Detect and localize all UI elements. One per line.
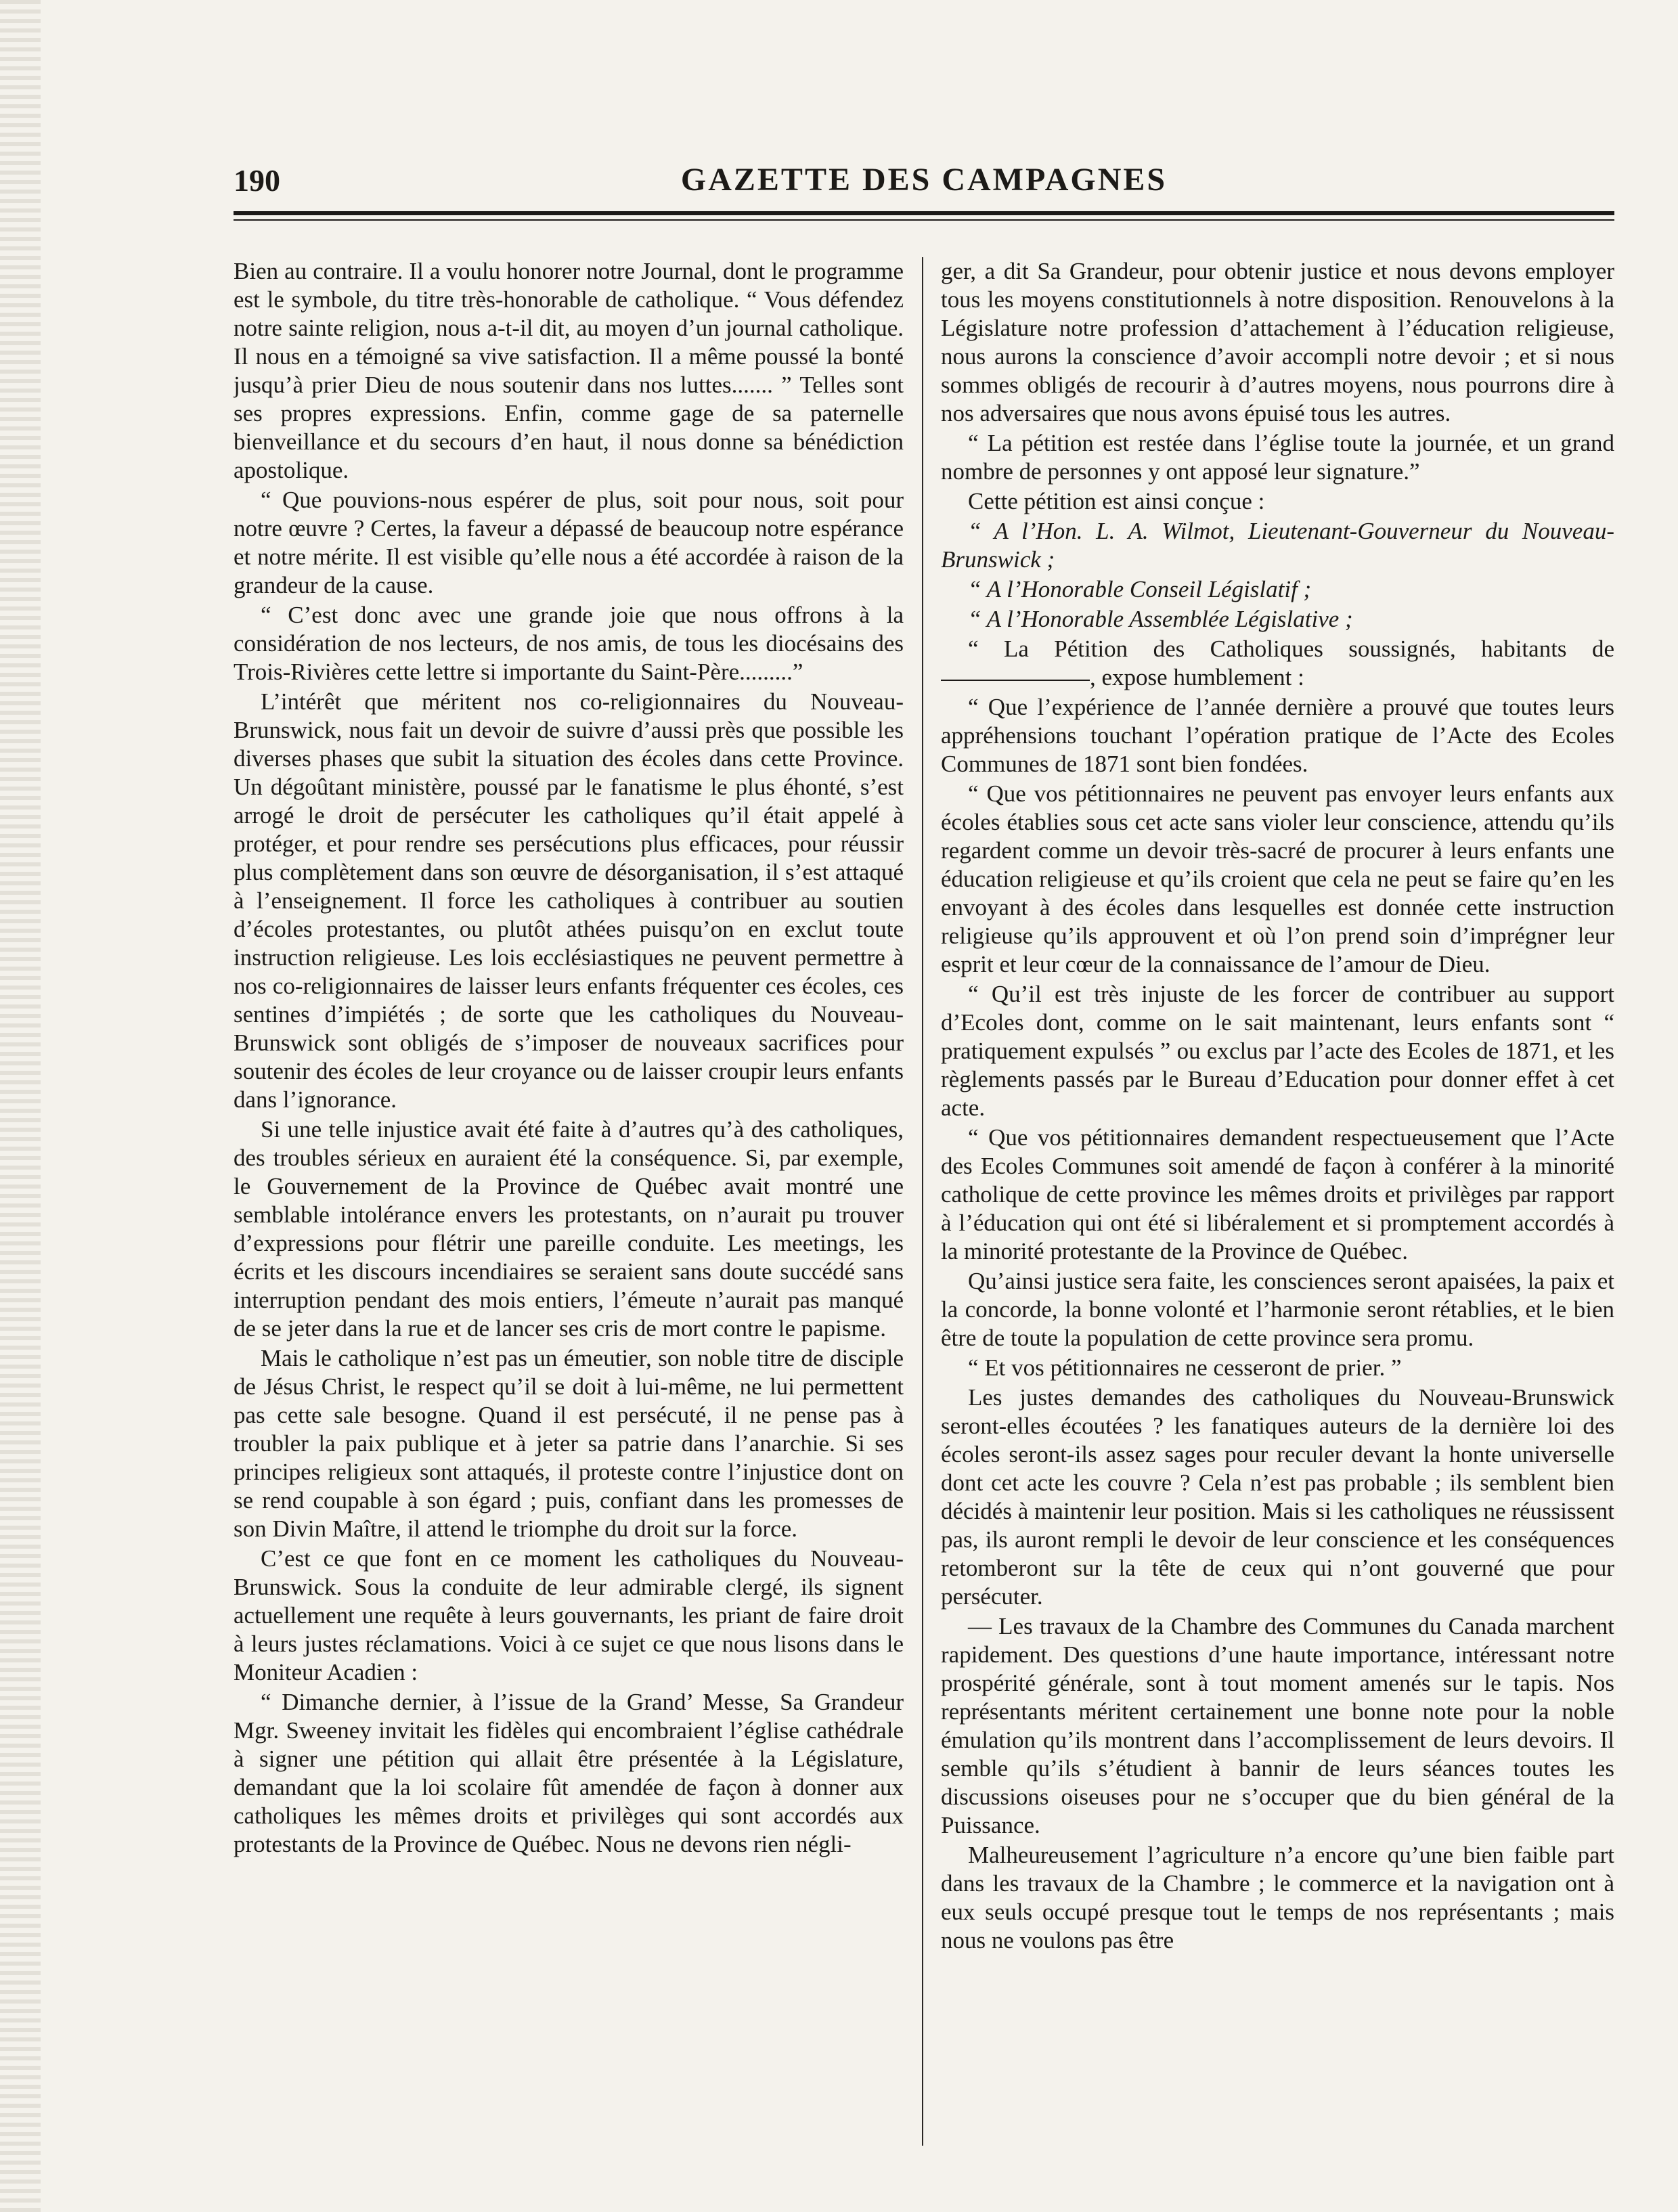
- paragraph: Cette pétition est ainsi conçue :: [968, 488, 1265, 514]
- running-title: GAZETTE DES CAMPAGNES: [680, 162, 1168, 198]
- paragraph: “ C’est donc avec une grande joie que nous offrons à la considération de nos lecteurs, de nos amis, de tous les diocésains des Trois-Rivières cette lettre si importante du Saint-Père.........”: [234, 602, 904, 685]
- paragraph: — Les travaux de la Chambre des Communes du Canada marchent rapidement. Des questions d’une haute importance, intéressant notre prospérité générale, sont à tout moment amenés sur le tapis. Nos représentants méritent certainement une bonne note pour la noble émulation qu’ils montrent dans l’accomplissement de leurs devoirs. Il semble qu’ils s’étudient à bannir de leurs séances toutes les discussions oiseuses pour ne s’occuper que du bien général de la Puissance.: [941, 1613, 1614, 1838]
- petition-address: “ A l’Hon. L. A. Wilmot, Lieutenant-Gouverneur du Nouveau-Brunswick ;: [941, 518, 1614, 573]
- paragraph: C’est ce que font en ce moment les catholiques du Nouveau-Brunswick. Sous la conduite de leur admirable clergé, ils signent actuellement une requête à leurs gouvernants, les priant de faire droit à leurs justes réclamations. Voici à ce sujet ce que nous lisons dans le Moniteur Acadien :: [234, 1545, 904, 1685]
- paragraph: “ Et vos pétitionnaires ne cesseront de prier. ”: [968, 1354, 1402, 1381]
- paragraph: ger, a dit Sa Grandeur, pour obtenir justice et nous devons employer tous les moyens constitutionnels à notre disposition. Renouvelons à la Législature notre profession d’attachement à l’éducation religieuse, nous aurons la conscience d’avoir accompli notre devoir ; et si nous sommes obligés de recourir à d’autres moyens, nous pourrons dire à nos adversaires que nous avons épuisé tous les autres.: [941, 258, 1614, 426]
- header-rule-thin: [234, 219, 1614, 221]
- right-column: [941, 257, 1614, 2146]
- paragraph: Bien au contraire. Il a voulu honorer notre Journal, dont le programme est le symbole, du titre très-honorable de catholique. “ Vous défendez notre sainte religion, nous a-t-il dit, au moyen d’un journal catholique. Il nous en a témoigné sa vive satisfaction. Il a même poussé la bonté jusqu’à prier Dieu de nous soutenir dans nos luttes....... ” Telles sont ses propres expressions. Enfin, comme gage de sa paternelle bienveillance et du secours d’en haut, il nous donne sa bénédiction apostolique.: [234, 258, 904, 483]
- paragraph: “ Que pouvions-nous espérer de plus, soit pour nous, soit pour notre œuvre ? Certes, la faveur a dépassé de beaucoup notre espérance et notre mérite. Il est visible qu’elle nous a été accordée à raison de la grandeur de la cause.: [234, 487, 904, 598]
- paragraph: “ Dimanche dernier, à l’issue de la Grand’ Messe, Sa Grandeur Mgr. Sweeney invitait les fidèles qui encombraient l’église cathédrale à signer une pétition qui allait être présentée à la Législature, demandant que la loi scolaire fût amendée de façon à donner aux catholiques les mêmes droits et privilèges qui sont accordés aux protestants de la Province de Québec. Nous ne devons rien négli-: [234, 1689, 904, 1857]
- petition-address: “ A l’Honorable Conseil Législatif ;: [968, 576, 1312, 602]
- paragraph: Si une telle injustice avait été faite à d’autres qu’à des catholiques, des troubles sérieux en auraient été la conséquence. Si, par exemple, le Gouvernement de la Province de Québec avait montré une semblable intolérance envers les protestants, on n’aurait pu trouver d’expressions pour flétrir une pareille conduite. Les meetings, les écrits et les discours incendiaires se seraient sans doute succédé sans interruption pendant des mois entiers, l’émeute n’aurait pas manqué de se jeter dans la rue et de lancer ses cris de mort contre le papisme.: [234, 1116, 904, 1342]
- header-rule-thick: [234, 211, 1614, 215]
- paragraph: Mais le catholique n’est pas un émeutier, son noble titre de disciple de Jésus Christ, le respect qu’il se doit à lui-même, ne lui permettent pas cette sale besogne. Quand il est persécuté, il ne pense pas à troubler la paix publique et à jeter sa patrie dans l’anarchie. Si ses principes religieux sont attaqués, il proteste contre l’injustice dont on se rend coupable à son égard ; puis, confiant dans les promesses de son Divin Maître, il attend le triomphe du droit sur la force.: [234, 1345, 904, 1542]
- paragraph: “ Que vos pétitionnaires ne peuvent pas envoyer leurs enfants aux écoles établies sous cet acte sans violer leur conscience, attendu qu’ils regardent comme un devoir très-sacré de procurer à leurs enfants une éducation religieuse et qu’ils croient que cela ne peut se faire qu’en les envoyant à des écoles dans lesquelles est donnée cette instruction religieuse qu’ils approuvent et où l’on prend soin d’imprégner leur esprit et leur cœur de la connaissance de l’amour de Dieu.: [941, 780, 1614, 977]
- paragraph: Les justes demandes des catholiques du Nouveau-Brunswick seront-elles écoutées ? les fanatiques auteurs de la dernière loi des écoles seront-ils assez sages pour reculer devant la honte universelle dont cet acte les couvre ? Cela n’est pas probable ; ils semblent bien décidés à maintenir leur position. Mais si les catholiques ne réussissent pas, ils auront rempli le devoir de leur conscience et les conséquences retomberont sur la tête de ceux qui n’ont gouverné que pour persécuter.: [941, 1384, 1614, 1610]
- blank-fill-line: [941, 680, 1090, 681]
- paragraph: L’intérêt que méritent nos co-religionnaires du Nouveau-Brunswick, nous fait un devoir de suivre d’aussi près que possible les diverses phases que subit la situation des écoles dans cette Province. Un dégoûtant ministère, poussé par le fanatisme le plus éhonté, s’est arrogé le droit de persécuter les catholiques qu’il était appelé à protéger, et pour rendre ses persécutions plus efficaces, pour réussir plus complètement dans son œuvre de désorganisation, il s’est attaqué à l’enseignement. Il force les catholiques à contribuer au soutien d’écoles protestantes, ou plutôt athées puisqu’on en exclut toute instruction religieuse. Les lois ecclésiastiques ne peuvent permettre à nos co-religionnaires de laisser leurs enfants fréquenter ces écoles, ces sentines d’impiétés ; de sorte que les catholiques du Nouveau-Brunswick sont obligés de s’imposer de nouveaux sacrifices pour soutenir des écoles de leur croyance ou de laisser croupir leurs enfants dans l’ignorance.: [234, 688, 904, 1113]
- paragraph: Malheureusement l’agriculture n’a encore qu’une bien faible part dans les travaux de la Chambre ; le commerce et la navigation ont à eux seuls occupé presque tout le temps de nos représentants ; mais nous ne voulons pas être: [941, 1842, 1614, 1953]
- petition-intro-start: “ La Pétition des Catholiques soussignés, habitants de: [968, 636, 1614, 662]
- petition-intro: [941, 635, 1614, 692]
- petition-intro-end: , expose humblement :: [1090, 664, 1304, 690]
- petition-address: “ A l’Honorable Assemblée Législative ;: [968, 606, 1353, 632]
- left-column: [234, 257, 904, 2146]
- paragraph: Qu’ainsi justice sera faite, les consciences seront apaisées, la paix et la concorde, la bonne volonté et l’harmonie seront rétablies, et le bien être de toute la population de cette province sera promu.: [941, 1268, 1614, 1351]
- scan-edge: [0, 0, 41, 2212]
- paragraph: “ Que l’expérience de l’année dernière a prouvé que toutes leurs appréhensions touchant l’opération pratique de l’Acte des Ecoles Communes de 1871 sont bien fondées.: [941, 694, 1614, 777]
- page-header: [234, 154, 1614, 202]
- paragraph: “ La pétition est restée dans l’église toute la journée, et un grand nombre de personnes y ont apposé leur signature.”: [941, 430, 1614, 485]
- column-divider: [922, 257, 923, 2146]
- paragraph: “ Qu’il est très injuste de les forcer de contribuer au support d’Ecoles dont, comme on le sait maintenant, leurs enfants sont “ pratiquement expulsés ” ou exclus par l’acte des Ecoles de 1871, et les règlements passés par le Bureau d’Education pour donner effet à cet acte.: [941, 981, 1614, 1121]
- page-number: 190: [234, 163, 280, 198]
- paragraph: “ Que vos pétitionnaires demandent respectueusement que l’Acte des Ecoles Communes soit amendé de façon à conférer à la minorité catholique de cette province les mêmes droits et privilèges par rapport à l’éducation qui ont été si libéralement et si promptement accordés à la minorité protestante de la Province de Québec.: [941, 1124, 1614, 1264]
